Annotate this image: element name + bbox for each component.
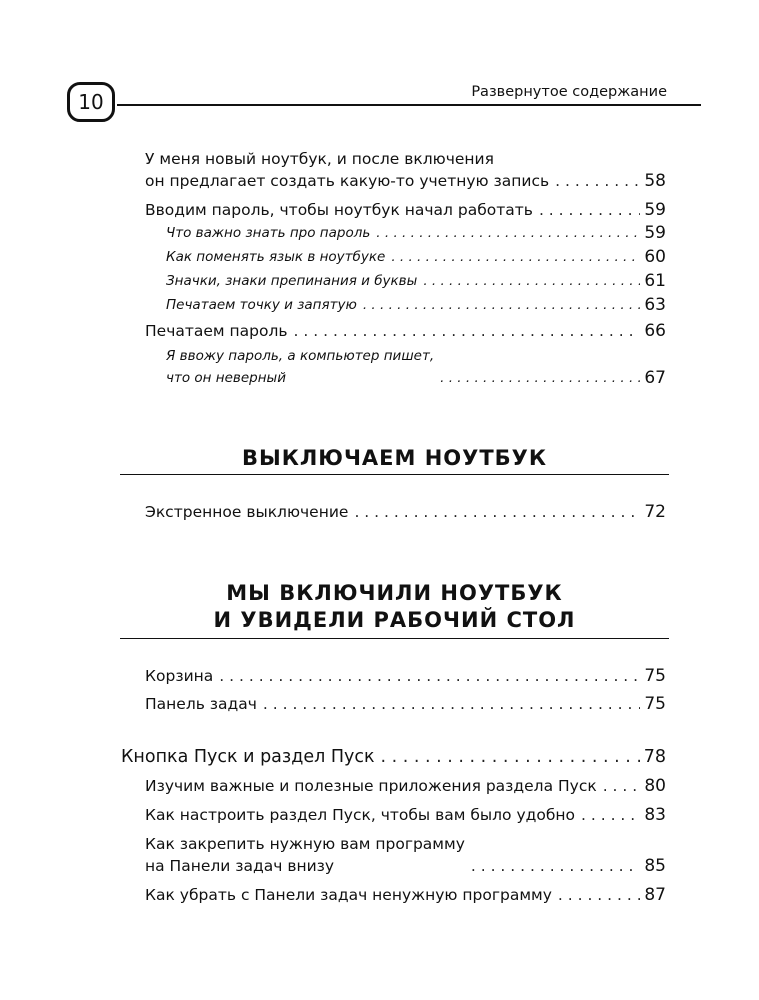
toc-entry[interactable]	[145, 884, 666, 906]
toc-entry-page: 59	[644, 200, 666, 220]
toc-entry-label: Изучим важные и полезные приложения раздела Пуск	[145, 777, 597, 795]
toc-leader-dots	[263, 693, 640, 715]
running-header-title: Развернутое содержание	[471, 84, 667, 100]
toc-entry-label: Как настроить раздел Пуск, чтобы вам было удобно	[145, 806, 576, 824]
toc-leader-dots	[294, 320, 641, 342]
toc-leader-dots	[376, 222, 640, 244]
toc-entry[interactable]	[145, 693, 666, 715]
toc-entry-page: 66	[644, 321, 666, 341]
page-number-badge	[67, 82, 115, 122]
toc-entry-page: 78	[643, 747, 666, 767]
toc-leader-dots	[423, 270, 640, 292]
toc-entry-label: Экстренное выключение	[145, 503, 349, 521]
toc-leader-dots	[471, 855, 640, 877]
toc-entry-label: Значки, знаки препинания и буквы	[166, 273, 418, 289]
section-title: МЫ ВКЛЮЧИЛИ НОУТБУК И УВИДЕЛИ РАБОЧИЙ СТОЛ	[213, 581, 576, 632]
toc-entry[interactable]	[145, 804, 666, 826]
toc-entry-page: 72	[644, 502, 666, 522]
toc-entry[interactable]	[145, 775, 666, 797]
toc-entry-label: Я ввожу пароль, а компьютер пишет, что он неверный	[166, 348, 435, 386]
toc-chapter-entry[interactable]	[121, 746, 666, 768]
toc-leader-dots	[539, 199, 640, 221]
toc-entry-page: 75	[644, 666, 666, 686]
toc-entry-label: Вводим пароль, чтобы ноутбук начал работать	[145, 201, 533, 219]
toc-entry-page: 75	[644, 694, 666, 714]
toc-entry-label: Как закрепить нужную вам программу на Панели задач внизу	[145, 835, 465, 875]
toc-leader-dots	[581, 804, 640, 826]
toc-leader-dots	[391, 246, 640, 268]
toc-entry-label: У меня новый ноутбук, и после включения он предлагает создать какую-то учетную запись	[145, 150, 550, 190]
section-rule	[120, 474, 669, 475]
toc-leader-dots	[558, 884, 640, 906]
toc-entry-label: Печатаем пароль	[145, 322, 288, 340]
toc-leader-dots	[219, 665, 640, 687]
header-rule	[117, 104, 701, 106]
toc-entry[interactable]	[145, 148, 666, 192]
toc-entry-page: 61	[644, 271, 666, 291]
page-number: 10	[78, 90, 104, 114]
toc-entry[interactable]	[145, 833, 666, 877]
toc-entry-label: Панель задач	[145, 695, 257, 713]
section-title: ВЫКЛЮЧАЕМ НОУТБУК	[241, 446, 548, 470]
toc-leader-dots	[440, 367, 640, 389]
toc-leader-dots	[363, 294, 641, 316]
toc-entry-label: Как убрать с Панели задач ненужную программу	[145, 886, 552, 904]
toc-subentry[interactable]	[166, 294, 666, 316]
toc-leader-dots	[603, 775, 641, 797]
toc-entry-label: Печатаем точку и запятую	[166, 297, 357, 313]
toc-entry[interactable]	[145, 199, 666, 221]
toc-entry-page: 58	[644, 171, 666, 191]
toc-entry-page: 67	[644, 368, 666, 388]
toc-entry-page: 59	[644, 223, 666, 243]
toc-leader-dots	[381, 746, 640, 768]
toc-entry[interactable]	[145, 501, 666, 523]
toc-entry-page: 80	[644, 776, 666, 796]
toc-entry[interactable]	[145, 320, 666, 342]
toc-entry-label: Что важно знать про пароль	[166, 225, 371, 241]
toc-leader-dots	[354, 501, 640, 523]
toc-subentry[interactable]	[166, 222, 666, 244]
section-rule	[120, 638, 669, 639]
toc-entry-page: 83	[644, 805, 666, 825]
toc-entry-label: Корзина	[145, 667, 214, 685]
toc-leader-dots	[555, 170, 640, 192]
toc-entry-label: Как поменять язык в ноутбуке	[166, 249, 386, 265]
toc-subentry[interactable]	[166, 246, 666, 268]
toc-subentry[interactable]	[166, 345, 666, 389]
toc-entry[interactable]	[145, 665, 666, 687]
toc-entry-label: Кнопка Пуск и раздел Пуск	[121, 747, 375, 767]
toc-subentry[interactable]	[166, 270, 666, 292]
toc-entry-page: 63	[644, 295, 666, 315]
toc-entry-page: 60	[644, 247, 666, 267]
toc-entry-page: 87	[644, 885, 666, 905]
toc-entry-page: 85	[644, 856, 666, 876]
